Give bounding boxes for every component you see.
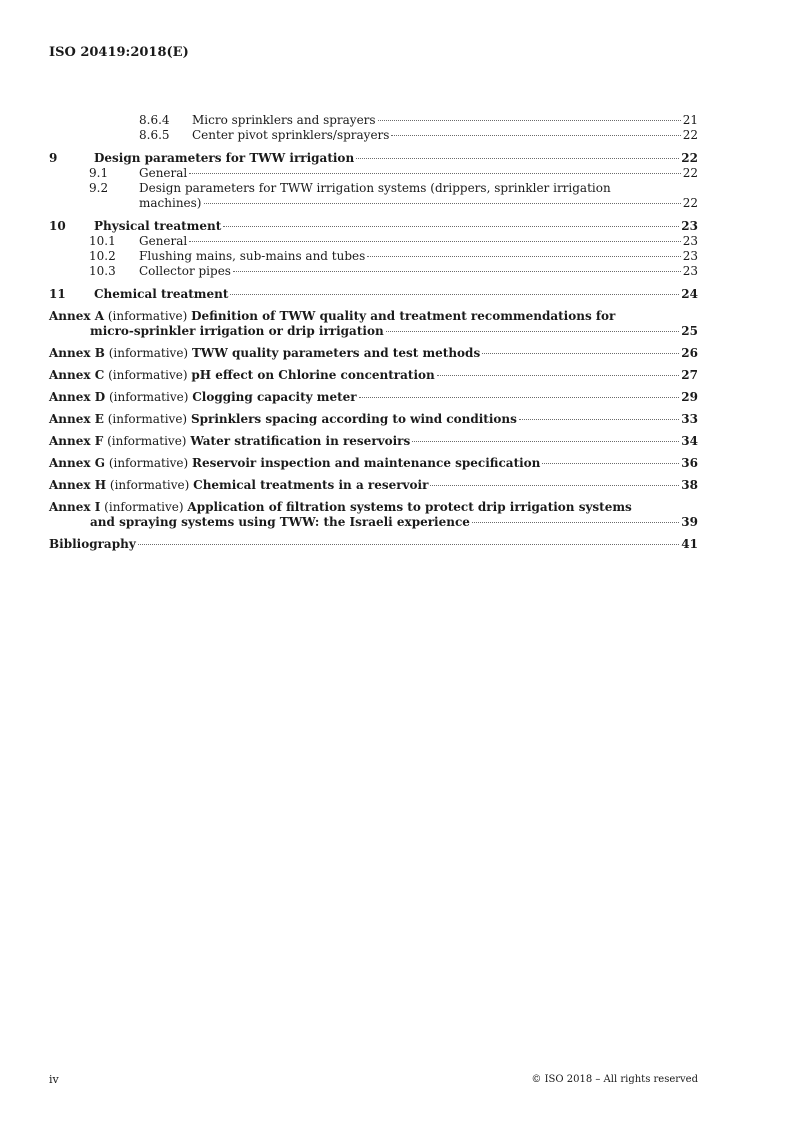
annex-label: Annex F — [49, 434, 104, 448]
annex-title-line2: and spraying systems using TWW: the Israeli experience — [90, 515, 470, 529]
toc-number: 9 — [49, 151, 58, 165]
toc-page: 34 — [681, 434, 698, 448]
annex-title: Reservoir inspection and maintenance specification — [192, 456, 541, 470]
toc-number: 8.6.5 — [139, 128, 170, 142]
toc-entry-8-6-4[interactable] — [49, 113, 698, 128]
toc-title: Chemical treatment — [94, 287, 229, 301]
toc-bibliography[interactable] — [49, 537, 698, 552]
toc-number: 8.6.4 — [139, 113, 170, 127]
dot-leader — [391, 135, 680, 136]
toc-annex-i[interactable] — [49, 500, 698, 530]
toc-annex-f[interactable] — [49, 434, 698, 449]
toc-page: 41 — [681, 537, 698, 551]
toc-number: 9.2 — [89, 181, 109, 195]
annex-kind: (informative) — [104, 500, 184, 514]
annex-title: Chemical treatments in a reservoir — [193, 478, 429, 492]
toc-entry-10[interactable] — [49, 219, 698, 234]
dot-leader — [378, 120, 681, 121]
toc-title: Flushing mains, sub-mains and tubes — [139, 249, 366, 263]
dot-leader — [430, 485, 679, 486]
toc-page: 29 — [681, 390, 698, 404]
dot-leader — [472, 522, 679, 523]
annex-kind: (informative) — [109, 478, 190, 492]
dot-leader — [204, 203, 681, 204]
toc-page: 23 — [682, 264, 698, 278]
toc-page: 26 — [681, 346, 698, 360]
annex-label: Annex C — [49, 368, 105, 382]
toc-annex-a[interactable] — [49, 309, 698, 339]
toc-page: 36 — [681, 456, 698, 470]
toc-annex-b[interactable] — [49, 346, 698, 361]
annex-title-line1: Application of filtration systems to protect drip irrigation systems — [187, 500, 632, 514]
annex-kind: (informative) — [107, 309, 188, 323]
dot-leader — [542, 463, 679, 464]
toc-entry-11[interactable] — [49, 287, 698, 302]
annex-kind: (informative) — [108, 368, 188, 382]
toc-page: 21 — [682, 113, 698, 127]
toc-title-line2: machines) — [139, 196, 202, 210]
dot-leader — [482, 353, 679, 354]
toc-entry-9[interactable] — [49, 151, 698, 166]
toc-page: 27 — [681, 368, 698, 382]
annex-label: Annex H — [49, 478, 107, 492]
annex-kind: (informative) — [107, 434, 187, 448]
toc-title: General — [139, 166, 188, 180]
table-of-contents — [49, 113, 698, 552]
annex-title-line1: Definition of TWW quality and treatment recommendations for — [191, 309, 616, 323]
annex-label: Annex A — [49, 309, 105, 323]
toc-entry-10-2[interactable] — [49, 249, 698, 264]
toc-page: 25 — [681, 324, 698, 338]
dot-leader — [138, 544, 680, 545]
dot-leader — [189, 241, 680, 242]
toc-entry-9-2[interactable] — [49, 181, 698, 211]
toc-annex-d[interactable] — [49, 390, 698, 405]
bibliography-title: Bibliography — [49, 537, 136, 551]
toc-page: 22 — [682, 196, 698, 210]
toc-entry-8-6-5[interactable] — [49, 128, 698, 143]
toc-annex-e[interactable] — [49, 412, 698, 427]
annex-title: pH effect on Chlorine concentration — [191, 368, 435, 382]
toc-page: 22 — [681, 151, 698, 165]
toc-number: 10.3 — [89, 264, 116, 278]
dot-leader — [233, 271, 681, 272]
dot-leader — [412, 441, 679, 442]
toc-title: Physical treatment — [94, 219, 222, 233]
annex-label: Annex E — [49, 412, 104, 426]
toc-number: 11 — [49, 287, 66, 301]
toc-page: 38 — [681, 478, 698, 492]
toc-number: 10 — [49, 219, 66, 233]
toc-page: 33 — [681, 412, 698, 426]
toc-annex-g[interactable] — [49, 456, 698, 471]
annex-label: Annex B — [49, 346, 105, 360]
toc-number: 10.2 — [89, 249, 116, 263]
annex-label: Annex I — [49, 500, 101, 514]
dot-leader — [386, 331, 680, 332]
copyright-notice: © ISO 2018 – All rights reserved — [531, 1074, 698, 1085]
toc-page: 24 — [681, 287, 698, 301]
annex-title: Water stratification in reservoirs — [190, 434, 411, 448]
annex-kind: (informative) — [107, 412, 188, 426]
annex-title: TWW quality parameters and test methods — [191, 346, 481, 360]
annex-kind: (informative) — [108, 346, 189, 360]
toc-entry-10-3[interactable] — [49, 264, 698, 279]
annex-title: Sprinklers spacing according to wind conditions — [190, 412, 517, 426]
toc-title: Center pivot sprinklers/sprayers — [192, 128, 390, 142]
toc-page: 23 — [682, 234, 698, 248]
toc-title: General — [139, 234, 188, 248]
toc-number: 10.1 — [89, 234, 116, 248]
annex-title: Clogging capacity meter — [192, 390, 357, 404]
dot-leader — [519, 419, 679, 420]
dot-leader — [437, 375, 680, 376]
dot-leader — [230, 294, 679, 295]
toc-entry-10-1[interactable] — [49, 234, 698, 249]
annex-label: Annex D — [49, 390, 106, 404]
dot-leader — [356, 158, 679, 159]
dot-leader — [223, 226, 679, 227]
toc-page: 22 — [682, 128, 698, 142]
toc-number: 9.1 — [89, 166, 109, 180]
toc-page: 22 — [682, 166, 698, 180]
toc-annex-c[interactable] — [49, 368, 698, 383]
toc-page: 39 — [681, 515, 698, 529]
dot-leader — [359, 397, 680, 398]
document-id-header: ISO 20419:2018(E) — [49, 45, 189, 60]
toc-title: Design parameters for TWW irrigation — [94, 151, 355, 165]
annex-title-line2: micro-sprinkler irrigation or drip irrigation — [90, 324, 384, 338]
toc-page: 23 — [681, 219, 698, 233]
toc-title: Collector pipes — [139, 264, 231, 278]
toc-annex-h[interactable] — [49, 478, 698, 493]
toc-entry-9-1[interactable] — [49, 166, 698, 181]
page-number: iv — [49, 1073, 59, 1086]
toc-title: Micro sprinklers and sprayers — [192, 113, 376, 127]
annex-label: Annex G — [49, 456, 105, 470]
toc-title-line1: Design parameters for TWW irrigation systems (drippers, sprinkler irrigation — [139, 181, 611, 195]
toc-page: 23 — [682, 249, 698, 263]
annex-kind: (informative) — [108, 456, 189, 470]
dot-leader — [189, 173, 680, 174]
annex-kind: (informative) — [108, 390, 189, 404]
dot-leader — [367, 256, 680, 257]
